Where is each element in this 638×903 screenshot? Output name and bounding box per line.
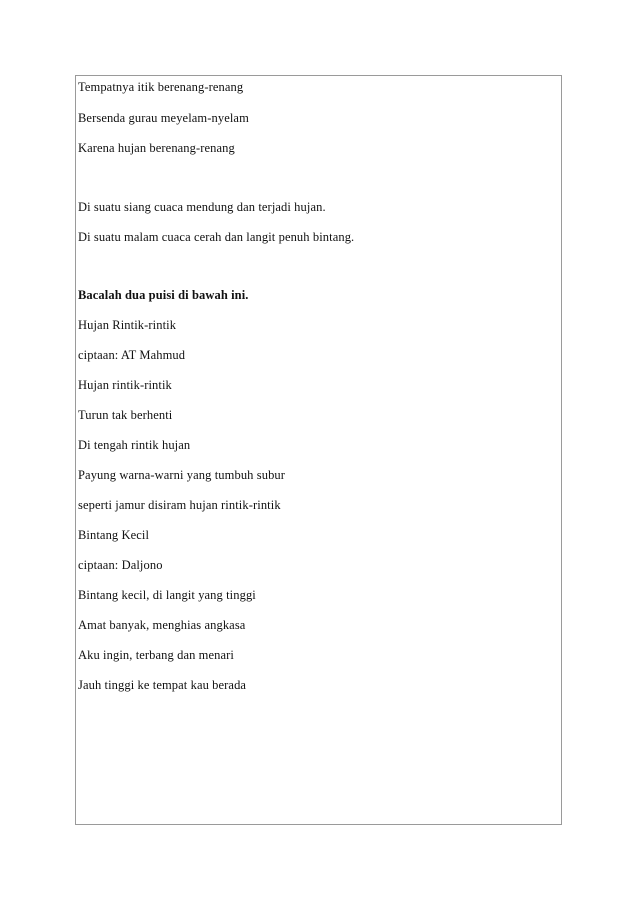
poem-line: Turun tak berhenti xyxy=(78,408,173,422)
poem-line: Amat banyak, menghias angkasa xyxy=(78,618,246,632)
poem-line: Aku ingin, terbang dan menari xyxy=(78,648,234,662)
poem-title: Hujan Rintik-rintik xyxy=(78,318,177,332)
poem-line: Payung warna-warni yang tumbuh subur xyxy=(78,468,286,482)
poem-author: ciptaan: Daljono xyxy=(78,558,163,572)
instruction-heading: Bacalah dua puisi di bawah ini. xyxy=(78,288,249,302)
poem-line: Di tengah rintik hujan xyxy=(78,438,191,452)
poem-author: ciptaan: AT Mahmud xyxy=(78,348,186,362)
poem-line: Jauh tinggi ke tempat kau berada xyxy=(78,678,247,692)
poem-line: Hujan rintik-rintik xyxy=(78,378,172,392)
poem-line: Bersenda gurau meyelam-nyelam xyxy=(78,111,249,125)
poem-title: Bintang Kecil xyxy=(78,528,150,542)
poem-line: seperti jamur disiram hujan rintik-rintik xyxy=(78,498,281,512)
poem-line: Tempatnya itik berenang-renang xyxy=(78,80,244,94)
sentence-line: Di suatu malam cuaca cerah dan langit penuh bintang. xyxy=(78,230,355,244)
sentence-line: Di suatu siang cuaca mendung dan terjadi hujan. xyxy=(78,200,326,214)
poem-line: Bintang kecil, di langit yang tinggi xyxy=(78,588,256,602)
poem-line: Karena hujan berenang-renang xyxy=(78,141,235,155)
